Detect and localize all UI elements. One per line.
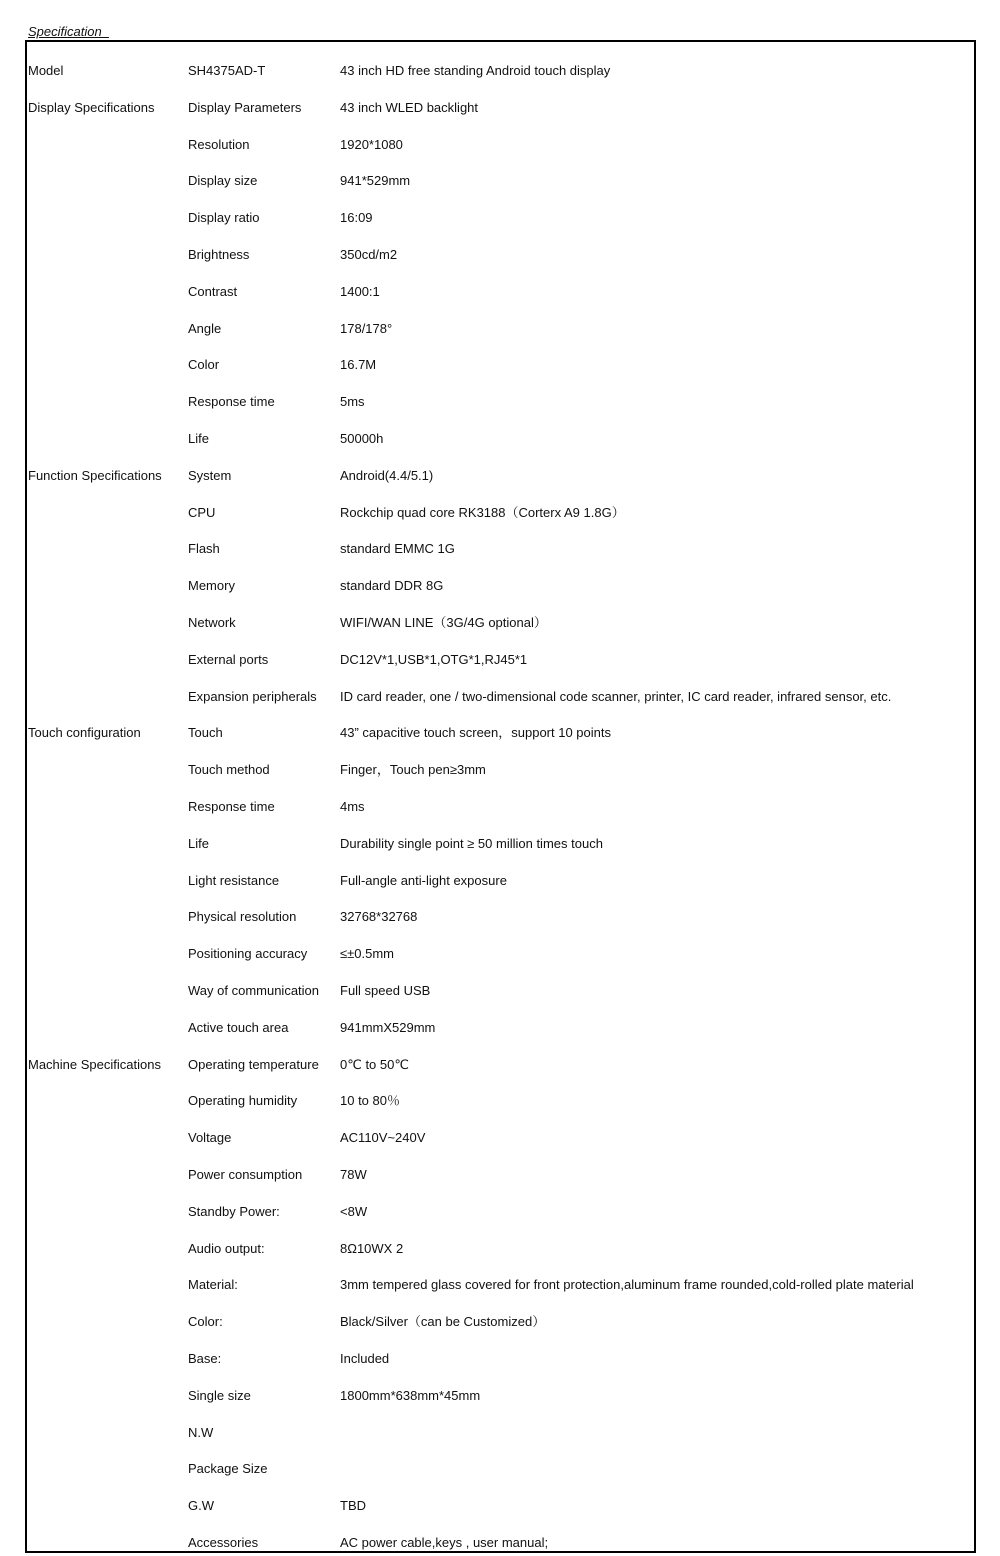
spec-row xyxy=(27,63,974,100)
spec-item-label: Angle xyxy=(188,320,222,336)
spec-value: 178/178° xyxy=(340,320,393,336)
spec-item-label: SH4375AD-T xyxy=(188,63,266,78)
spec-item-label: Network xyxy=(188,615,236,630)
spec-value: 43” capacitive touch screen，support 10 points xyxy=(340,725,611,741)
spec-item-label: Power consumption xyxy=(188,1167,303,1182)
spec-row xyxy=(27,247,974,284)
spec-value: 16:09 xyxy=(340,210,373,226)
spec-row xyxy=(27,873,974,910)
spec-row xyxy=(27,1388,974,1425)
spec-value: Full speed USB xyxy=(340,983,431,998)
spec-item-label: System xyxy=(188,467,232,483)
spec-row xyxy=(27,689,974,726)
spec-value: standard DDR 8G xyxy=(340,578,444,594)
spec-value: 4ms xyxy=(340,799,365,814)
spec-row xyxy=(27,1020,974,1057)
spec-row xyxy=(27,173,974,210)
spec-value: 78W xyxy=(340,1167,367,1182)
spec-row xyxy=(27,946,974,983)
spec-item-label: Life xyxy=(188,835,209,851)
spec-value: 43 inch HD free standing Android touch display xyxy=(340,63,611,78)
spec-value: Included xyxy=(340,1351,390,1366)
spec-item-label: Standby Power: xyxy=(188,1203,280,1219)
spec-value: 1920*1080 xyxy=(340,136,403,152)
spec-value: DC12V*1,USB*1,OTG*1,RJ45*1 xyxy=(340,651,528,667)
spec-item-label: Color xyxy=(188,357,220,373)
spec-value: 10 to 80％ xyxy=(340,1093,400,1109)
spec-row xyxy=(27,137,974,174)
spec-row xyxy=(27,983,974,1020)
spec-row xyxy=(27,431,974,468)
spec-value: WIFI/WAN LINE（3G/4G optional） xyxy=(340,615,547,630)
spec-row xyxy=(27,394,974,431)
spec-row xyxy=(27,357,974,394)
spec-value: Rockchip quad core RK3188（Corterx A9 1.8G） xyxy=(340,504,625,520)
spec-row xyxy=(27,505,974,542)
spec-value: 3mm tempered glass covered for front protection,aluminum frame rounded,cold-rolled plate material xyxy=(340,1277,914,1293)
spec-item-label: Package Size xyxy=(188,1461,268,1477)
spec-value: Durability single point ≥ 50 million times touch xyxy=(340,835,603,851)
spec-item-label: Active touch area xyxy=(188,1019,289,1035)
spec-item-label: External ports xyxy=(188,651,269,667)
spec-value: Full-angle anti-light exposure xyxy=(340,872,507,888)
spec-section-label: Model xyxy=(28,63,64,78)
spec-value: 350cd/m2 xyxy=(340,247,398,262)
spec-item-label: Operating humidity xyxy=(188,1093,298,1109)
spec-value: standard EMMC 1G xyxy=(340,541,455,557)
spec-row xyxy=(27,615,974,652)
spec-row xyxy=(27,799,974,836)
spec-row xyxy=(27,541,974,578)
spec-item-label: Material: xyxy=(188,1277,238,1293)
spec-item-label: Color: xyxy=(188,1314,223,1330)
spec-item-label: Contrast xyxy=(188,283,238,299)
spec-item-label: Display size xyxy=(188,173,258,189)
spec-section-label: Function Specifications xyxy=(28,467,162,483)
spec-value: 1800mm*638mm*45mm xyxy=(340,1387,481,1403)
spec-row xyxy=(27,1204,974,1241)
spec-value: 32768*32768 xyxy=(340,909,418,925)
spec-row xyxy=(27,1314,974,1351)
spec-value: 1400:1 xyxy=(340,283,380,299)
spec-item-label: Life xyxy=(188,431,209,446)
spec-value: 8Ω10WX 2 xyxy=(340,1240,404,1256)
spec-row xyxy=(27,284,974,321)
spec-row xyxy=(27,1425,974,1462)
spec-item-label: Brightness xyxy=(188,247,250,262)
spec-item-label: Light resistance xyxy=(188,872,280,888)
spec-row xyxy=(27,578,974,615)
spec-row xyxy=(27,321,974,358)
spec-section-label: Display Specifications xyxy=(28,99,155,115)
spec-item-label: Physical resolution xyxy=(188,909,297,925)
spec-value: <8W xyxy=(340,1203,368,1219)
spec-value: ≤±0.5mm xyxy=(340,946,394,962)
spec-item-label: Operating temperature xyxy=(188,1056,319,1072)
spec-row xyxy=(27,762,974,799)
spec-item-label: Display Parameters xyxy=(188,99,302,115)
spec-item-label: Flash xyxy=(188,541,220,557)
spec-value: 0℃ to 50℃ xyxy=(340,1056,409,1072)
spec-section-label: Touch configuration xyxy=(28,725,141,741)
spec-row xyxy=(27,210,974,247)
spec-item-label: Response time xyxy=(188,394,275,410)
spec-value: 5ms xyxy=(340,394,365,410)
spec-row xyxy=(27,1277,974,1314)
spec-item-label: Way of communication xyxy=(188,983,320,998)
spec-item-label: Voltage xyxy=(188,1130,232,1146)
spec-item-label: Response time xyxy=(188,799,275,814)
spec-row xyxy=(27,652,974,689)
spec-row xyxy=(27,1241,974,1278)
spec-item-label: CPU xyxy=(188,504,216,520)
spec-item-label: Single size xyxy=(188,1387,251,1403)
spec-section-label: Machine Specifications xyxy=(28,1056,161,1072)
spec-row xyxy=(27,1535,974,1553)
spec-row xyxy=(27,1093,974,1130)
spec-row xyxy=(27,1351,974,1388)
spec-value: TBD xyxy=(340,1498,366,1514)
spec-item-label: Base: xyxy=(188,1351,222,1366)
specification-table xyxy=(25,40,976,1553)
spec-row xyxy=(27,1461,974,1498)
spec-item-label: Touch method xyxy=(188,762,270,778)
spec-item-label: Touch xyxy=(188,725,223,741)
spec-row xyxy=(27,1057,974,1094)
spec-value: 50000h xyxy=(340,431,384,446)
spec-value: 941*529mm xyxy=(340,173,411,189)
spec-item-label: Audio output: xyxy=(188,1240,265,1256)
spec-value: AC110V~240V xyxy=(340,1130,426,1146)
spec-row xyxy=(27,1498,974,1535)
spec-value: AC power cable,keys , user manual; xyxy=(340,1535,549,1550)
spec-row xyxy=(27,909,974,946)
spec-row xyxy=(27,1167,974,1204)
spec-value: Finger，Touch pen≥3mm xyxy=(340,762,486,778)
spec-row xyxy=(27,725,974,762)
spec-value: Android(4.4/5.1) xyxy=(340,467,434,483)
spec-row xyxy=(27,836,974,873)
spec-item-label: Expansion peripherals xyxy=(188,688,317,704)
spec-item-label: G.W xyxy=(188,1498,214,1514)
spec-row xyxy=(27,1130,974,1167)
page-title: Specification xyxy=(28,24,109,39)
spec-value: ID card reader, one / two-dimensional code scanner, printer, IC card reader, infrared sensor, etc. xyxy=(340,688,892,704)
spec-item-label: Accessories xyxy=(188,1535,259,1550)
spec-row xyxy=(27,468,974,505)
spec-item-label: N.W xyxy=(188,1424,214,1440)
spec-value: Black/Silver（can be Customized） xyxy=(340,1314,546,1330)
spec-item-label: Display ratio xyxy=(188,210,260,226)
spec-item-label: Memory xyxy=(188,578,235,594)
spec-item-label: Positioning accuracy xyxy=(188,946,308,962)
spec-value: 941mmX529mm xyxy=(340,1019,436,1035)
spec-row xyxy=(27,100,974,137)
spec-value: 43 inch WLED backlight xyxy=(340,99,479,115)
spec-value: 16.7M xyxy=(340,357,377,373)
spec-item-label: Resolution xyxy=(188,136,250,152)
